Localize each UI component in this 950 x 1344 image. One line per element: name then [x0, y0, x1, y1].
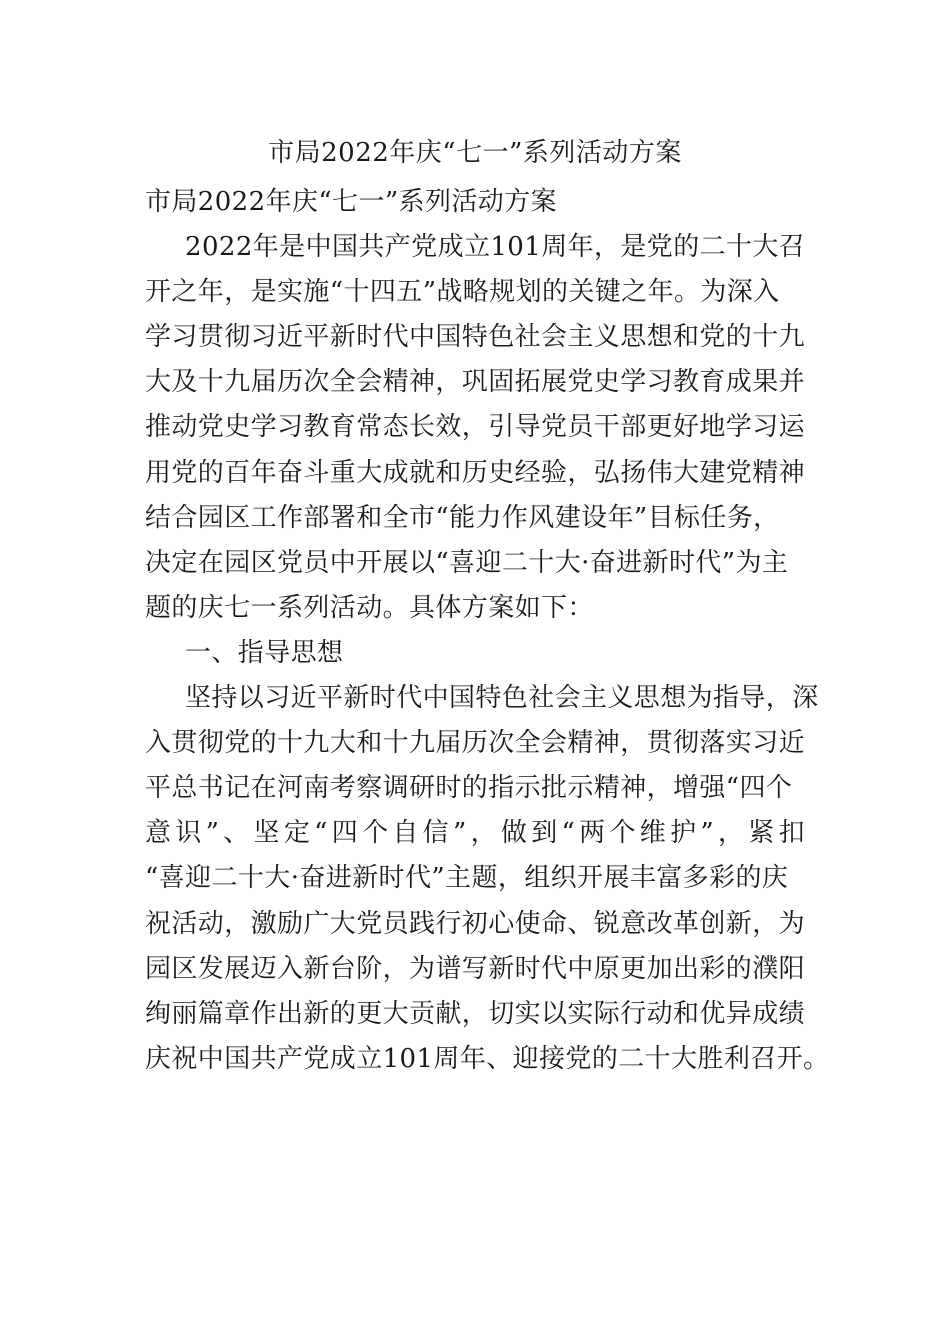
- paragraph-line: 园区发展迈入新台阶，为谱写新时代中原更加出彩的濮阳: [145, 953, 806, 984]
- paragraph-line: 大及十九届历次全会精神，巩固拓展党史学习教育成果并: [145, 367, 806, 398]
- paragraph-line: 入贯彻党的十九大和十九届历次全会精神，贯彻落实习近: [145, 728, 806, 759]
- paragraph-line: 学习贯彻习近平新时代中国特色社会主义思想和党的十九: [145, 322, 806, 353]
- paragraph-line: 平总书记在河南考察调研时的指示批示精神，增强“四个: [145, 773, 793, 804]
- paragraph-line: 题的庆七一系列活动。具体方案如下：: [145, 592, 594, 623]
- paragraph-line: 用党的百年奋斗重大成就和历史经验，弘扬伟大建党精神: [145, 457, 806, 488]
- paragraph-line: 决定在园区党员中开展以“喜迎二十大·奋进新时代”为主: [145, 547, 789, 578]
- page-title: 市局2022年庆“七一”系列活动方案: [268, 138, 682, 168]
- paragraph-line: 推动党史学习教育常态长效，引导党员干部更好地学习运: [145, 412, 806, 443]
- document-body: [145, 180, 830, 1082]
- paragraph-line: 开之年，是实施“十四五”战略规划的关键之年。为深入: [145, 277, 780, 308]
- paragraph-line: 2022年是中国共产党成立101周年，是党的二十大召: [185, 232, 806, 263]
- paragraph-line: “喜迎二十大·奋进新时代”主题，组织开展丰富多彩的庆: [145, 863, 789, 894]
- paragraph-line: 祝活动，激励广大党员践行初心使命、锐意改革创新，为: [145, 908, 806, 939]
- paragraph-line: 坚持以习近平新时代中国特色社会主义思想为指导，深: [185, 683, 819, 714]
- section-heading: 一、指导思想: [185, 637, 344, 668]
- paragraph-line: 结合园区工作部署和全市“能力作风建设年”目标任务，: [145, 502, 780, 533]
- subtitle-line: 市局2022年庆“七一”系列活动方案: [145, 187, 557, 217]
- paragraph-line: 意识”、坚定“四个自信”，做到“两个维护”，紧扣: [145, 818, 805, 849]
- paragraph-line: 庆祝中国共产党成立101周年、迎接党的二十大胜利召开。: [145, 1043, 830, 1074]
- paragraph-line: 绚丽篇章作出新的更大贡献，切实以实际行动和优异成绩: [145, 998, 806, 1029]
